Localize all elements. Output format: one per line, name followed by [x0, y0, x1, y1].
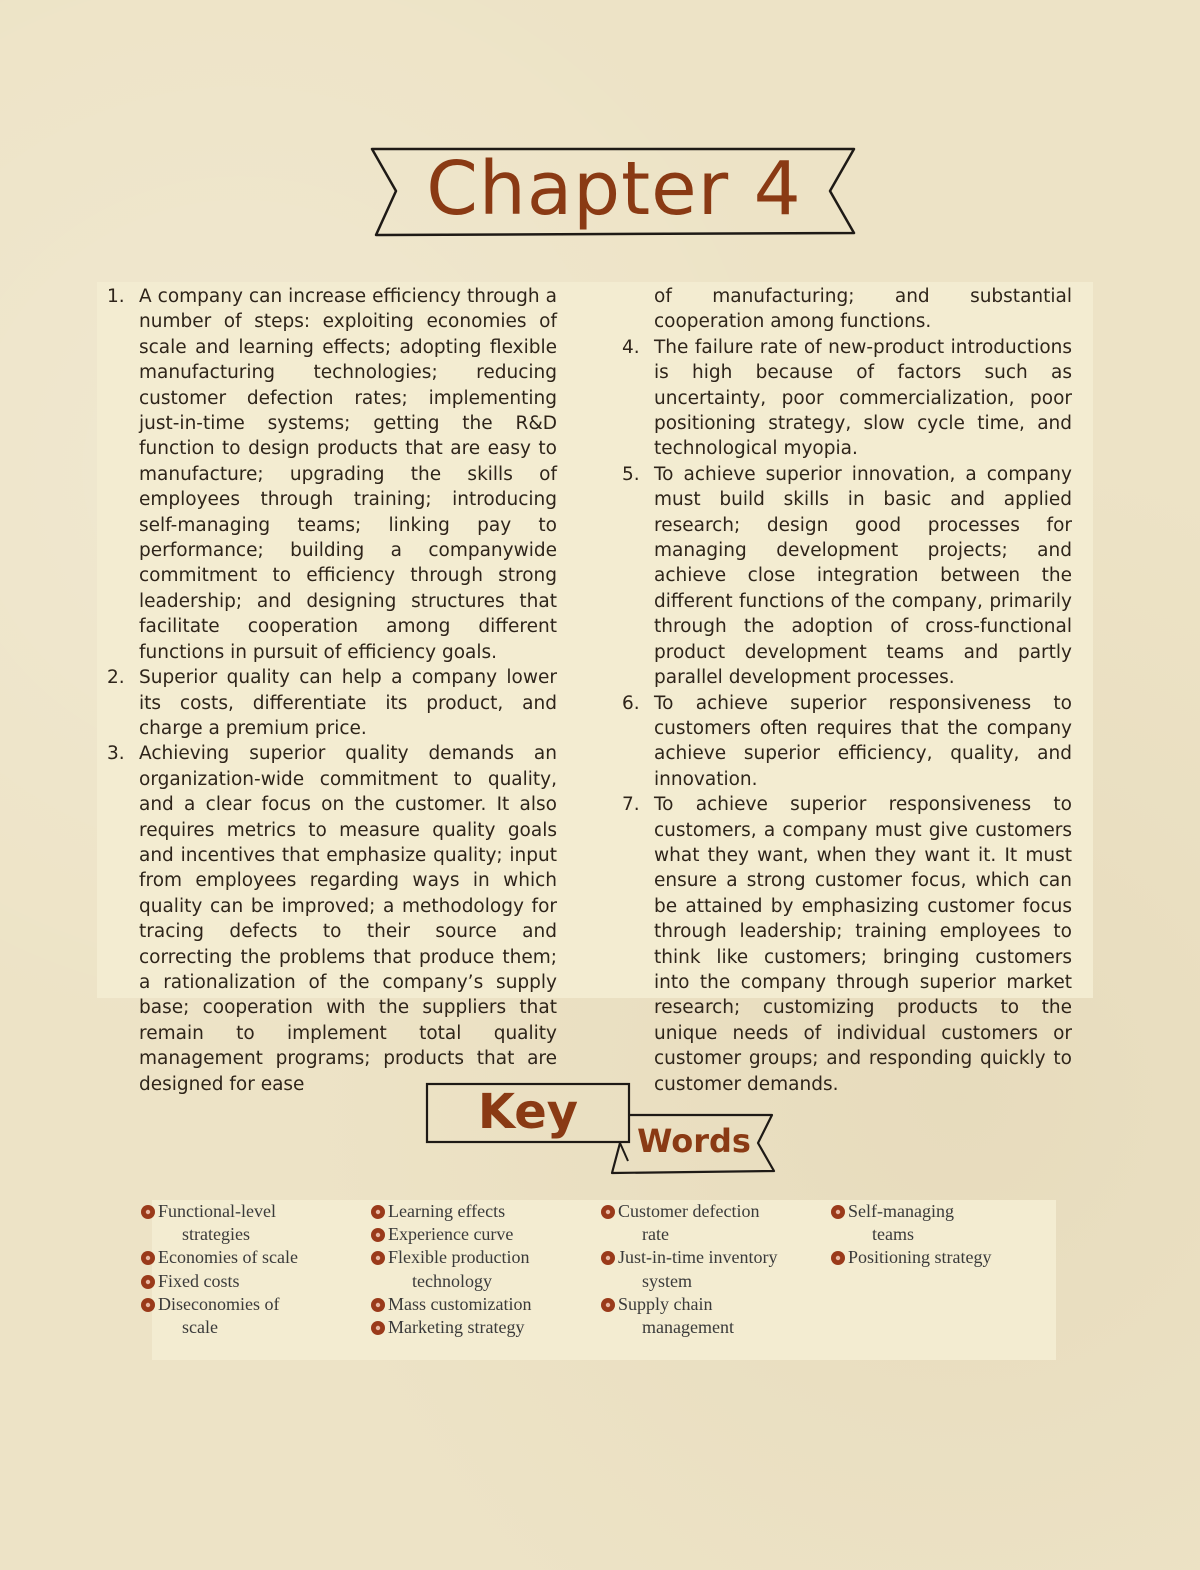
words-label: Words [637, 1122, 751, 1160]
circle-bullet-icon [370, 1320, 386, 1336]
key-word-item [138, 1200, 298, 1246]
summary-item-text: The failure rate of new-product introductions is high because of factors such as uncertainty, poor commercialization, poor positioning strategy, slow cycle time, and technological myopia. [654, 336, 1072, 460]
key-word-item [368, 1223, 531, 1246]
summary-item [622, 691, 1072, 793]
key-words-column [598, 1200, 777, 1339]
key-word-item [598, 1246, 777, 1292]
circle-bullet-icon [140, 1204, 156, 1220]
summary-item-number: 3. [107, 743, 125, 765]
chapter-title: Chapter 4 [426, 146, 802, 232]
key-word-text-continued: teams [872, 1224, 914, 1245]
key-label: Key [477, 1084, 579, 1140]
summary-column-left [107, 284, 557, 1097]
key-word-text: Self-managing [848, 1201, 954, 1221]
summary-item [107, 665, 557, 741]
key-word-item [368, 1200, 531, 1223]
key-word-text-continued: system [642, 1270, 693, 1291]
key-word-text: Functional-level [158, 1201, 276, 1221]
key-word-text-continued: strategies [182, 1224, 250, 1245]
summary-item [622, 792, 1072, 1097]
circle-bullet-icon [370, 1250, 386, 1266]
summary-item-text: Superior quality can help a company lower its costs, differentiate its product, and charge a premium price. [139, 667, 557, 739]
chapter-banner [368, 143, 860, 240]
key-word-text-continued: technology [412, 1270, 492, 1291]
summary-item [107, 284, 557, 665]
key-word-item [138, 1270, 298, 1293]
key-word-item [828, 1246, 992, 1269]
key-word-item [138, 1293, 298, 1339]
key-word-text: Learning effects [388, 1201, 506, 1221]
summary-item-text: To achieve superior responsiveness to customers, a company must give customers what they want, when they want it. It must ensure a strong customer focus, which can be attained by emphasizing customer focus through leadership; training employees to think like customers; bringing customers into the company through superior market research; customizing products to the unique needs of individual customers or customer groups; and responding quickly to customer demands. [654, 794, 1072, 1095]
key-word-item [598, 1293, 777, 1339]
circle-bullet-icon [830, 1204, 846, 1220]
key-word-text: Marketing strategy [388, 1317, 525, 1338]
summary-item [622, 462, 1072, 691]
key-word-text: Positioning strategy [848, 1247, 992, 1268]
key-word-text: Supply chain [618, 1293, 713, 1314]
summary-item-number: 7. [622, 794, 640, 816]
key-word-text: Diseconomies of [158, 1293, 280, 1314]
circle-bullet-icon [140, 1297, 156, 1313]
key-word-item [368, 1246, 531, 1292]
summary-column-right [622, 284, 1072, 1097]
key-word-item [138, 1246, 298, 1269]
summary-item-number: 5. [622, 463, 640, 485]
circle-bullet-icon [370, 1297, 386, 1313]
circle-bullet-icon [140, 1274, 156, 1290]
key-word-text: Fixed costs [158, 1270, 240, 1291]
key-words-column [368, 1200, 531, 1339]
summary-item-text: Achieving superior quality demands an organization-wide commitment to quality, and a clear focus on the customer. It also requires metrics to measure quality goals and incentives that emphasize quality; input from employees regarding ways in which quality can be improved; a methodology for tracing defects to their source and correcting the problems that produce them; a rationalization of the company’s supply base; cooperation with the suppliers that remain to implement total quality management programs; products that are designed for ease [139, 743, 557, 1095]
summary-item-text: To achieve superior responsiveness to customers often requires that the company achieve superior efficiency, quality, and innovation. [654, 692, 1072, 790]
chapter-summary [97, 282, 1093, 1095]
summary-item-continuation: of manufacturing; and substantial cooperation among functions. [654, 286, 1072, 333]
circle-bullet-icon [830, 1250, 846, 1266]
key-word-text: Mass customization [388, 1293, 532, 1314]
key-word-item [598, 1200, 777, 1246]
key-words-column [828, 1200, 992, 1270]
key-word-text-continued: rate [642, 1224, 669, 1245]
summary-item-text: To achieve superior innovation, a company must build skills in basic and applied research; design good processes for managing development projects; and achieve close integration between the different functions of the company, primarily through the adoption of cross-functional product development teams and partly parallel development processes. [654, 463, 1072, 689]
summary-item-number: 4. [622, 336, 640, 358]
circle-bullet-icon [600, 1250, 616, 1266]
key-word-text-continued: management [642, 1317, 734, 1338]
key-words-column [138, 1200, 298, 1339]
key-word-text-continued: scale [182, 1317, 218, 1338]
key-word-text: Experience curve [388, 1224, 514, 1245]
key-word-text: Flexible production [388, 1247, 530, 1268]
key-words-banner [424, 1081, 780, 1177]
summary-item [107, 741, 557, 1097]
key-words-list [152, 1200, 1056, 1360]
summary-item-number: 2. [107, 667, 125, 689]
circle-bullet-icon [140, 1250, 156, 1266]
circle-bullet-icon [370, 1204, 386, 1220]
circle-bullet-icon [370, 1227, 386, 1243]
key-word-text: Customer defection [618, 1201, 760, 1221]
summary-item-number: 6. [622, 692, 640, 714]
summary-item [622, 335, 1072, 462]
key-word-text: Just-in-time inventory [618, 1247, 778, 1268]
key-word-item [828, 1200, 992, 1246]
circle-bullet-icon [600, 1297, 616, 1313]
summary-item-text: A company can increase efficiency through a number of steps: exploiting economies of scale and learning effects; adopting flexible manufacturing technologies; reducing customer defection rates; implementing just-in-time systems; getting the R&D function to design products that are easy to manufacture; upgrading the skills of employees through training; introducing self-managing teams; linking pay to performance; building a companywide commitment to efficiency through strong leadership; and designing structures that facilitate cooperation among different functions in pursuit of efficiency goals. [139, 286, 557, 663]
key-word-item [368, 1316, 531, 1339]
circle-bullet-icon [600, 1204, 616, 1220]
key-word-item [368, 1293, 531, 1316]
summary-item-number: 1. [107, 286, 125, 307]
key-word-text: Economies of scale [158, 1247, 298, 1268]
